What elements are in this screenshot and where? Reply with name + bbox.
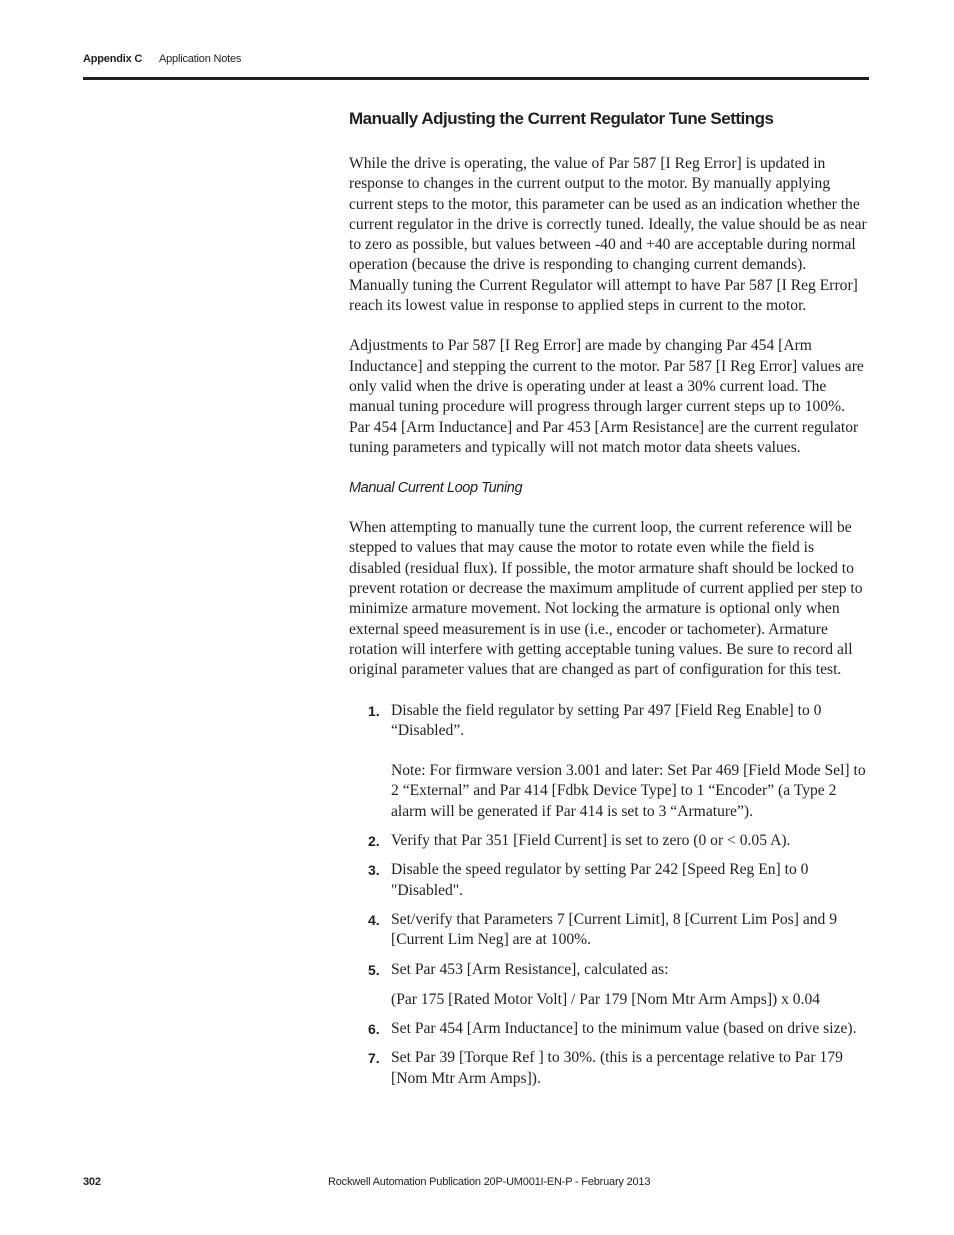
step-formula: (Par 175 [Rated Motor Volt] / Par 179 [Nom Mtr Arm Amps]) x 0.04 xyxy=(391,990,821,1008)
paragraph-3: When attempting to manually tune the current loop, the current reference will be stepped to values that may cause the motor to rotate even while the field is disabled (residual flux). If possible, the motor armature shaft should be locked to prevent rotation or decrease the maximum amplitude of current applied per step to minimize armature movement. Not locking the armature is optional only when external speed measurement is in use (i.e., encoder or tachometer). Armature rotation will interfere with getting acceptable tuning values. Be sure to record all original parameter values that are changed as part of configuration for this test. xyxy=(349,519,863,679)
step-number: 2. xyxy=(368,833,380,850)
step-text: Set Par 454 [Arm Inductance] to the minimum value (based on drive size). xyxy=(391,1020,857,1038)
main-content xyxy=(349,108,869,1098)
step-number: 7. xyxy=(368,1050,380,1067)
step-number: 3. xyxy=(368,862,380,879)
step-number: 4. xyxy=(368,911,380,928)
step-number: 5. xyxy=(368,961,380,978)
step-text: Set/verify that Parameters 7 [Current Limit], 8 [Current Lim Pos] and 9 [Current Lim Neg] are at 100%. xyxy=(391,910,838,949)
list-item xyxy=(349,1019,869,1039)
list-item xyxy=(349,701,869,822)
header-appendix: Appendix C xyxy=(83,53,143,65)
step-text: Disable the speed regulator by setting Par 242 [Speed Reg En] to 0 "Disabled". xyxy=(391,861,809,899)
paragraph-1: While the drive is operating, the value of Par 587 [I Reg Error] is updated in response to changes in the current output to the motor. By manually applying current steps to the motor, this parameter can be used as an indication whether the current regulator in the drive is correctly tuned. Ideally, the value should be as near to zero as possible, but values between -40 and +40 are acceptable during normal operation (because the drive is responding to changing current demands). Manually tuning the Current Regulator will attempt to have Par 587 [I Reg Error] reach its lowest value in response to applied steps in current to the motor. xyxy=(349,155,867,315)
list-item xyxy=(349,1048,869,1089)
header-section: Application Notes xyxy=(159,53,242,65)
paragraph-2: Adjustments to Par 587 [I Reg Error] are made by changing Par 454 [Arm Inductance] and stepping the current to the motor. Par 587 [I Reg Error] values are only valid when the drive is operating under at least a 30% current load. The manual tuning procedure will progress through larger current steps up to 100%. Par 454 [Arm Inductance] and Par 453 [Arm Resistance] are the current regulator tuning parameters and typically will not match motor data sheets values. xyxy=(349,337,864,456)
step-note: Note: For firmware version 3.001 and later: Set Par 469 [Field Mode Sel] to 2 “External” and Par 414 [Fdbk Device Type] to 1 “Encoder” (a Type 2 alarm will be generated if Par 414 is set to 3 “Armature”). xyxy=(391,762,866,820)
list-item xyxy=(349,910,869,951)
step-text: Set Par 453 [Arm Resistance], calculated as: xyxy=(391,960,669,978)
step-number: 6. xyxy=(368,1021,380,1038)
steps-list xyxy=(349,701,869,1089)
page-number: 302 xyxy=(83,1176,101,1188)
step-text: Set Par 39 [Torque Ref ] to 30%. (this is a percentage relative to Par 179 [Nom Mtr Arm Amps]). xyxy=(391,1049,843,1087)
list-item xyxy=(349,831,869,851)
subheading: Manual Current Loop Tuning xyxy=(349,480,523,497)
step-text: Disable the field regulator by setting Par 497 [Field Reg Enable] to 0 “Disabled”. xyxy=(391,701,822,739)
list-item xyxy=(349,960,869,1011)
publication-info: Rockwell Automation Publication 20P-UM001I-EN-P - February 2013 xyxy=(328,1176,651,1188)
step-number: 1. xyxy=(368,702,380,719)
list-item xyxy=(349,860,869,901)
page-header xyxy=(83,53,869,80)
step-text: Verify that Par 351 [Field Current] is set to zero (0 or < 0.05 A). xyxy=(391,832,791,850)
page-title: Manually Adjusting the Current Regulator Tune Settings xyxy=(349,109,774,128)
